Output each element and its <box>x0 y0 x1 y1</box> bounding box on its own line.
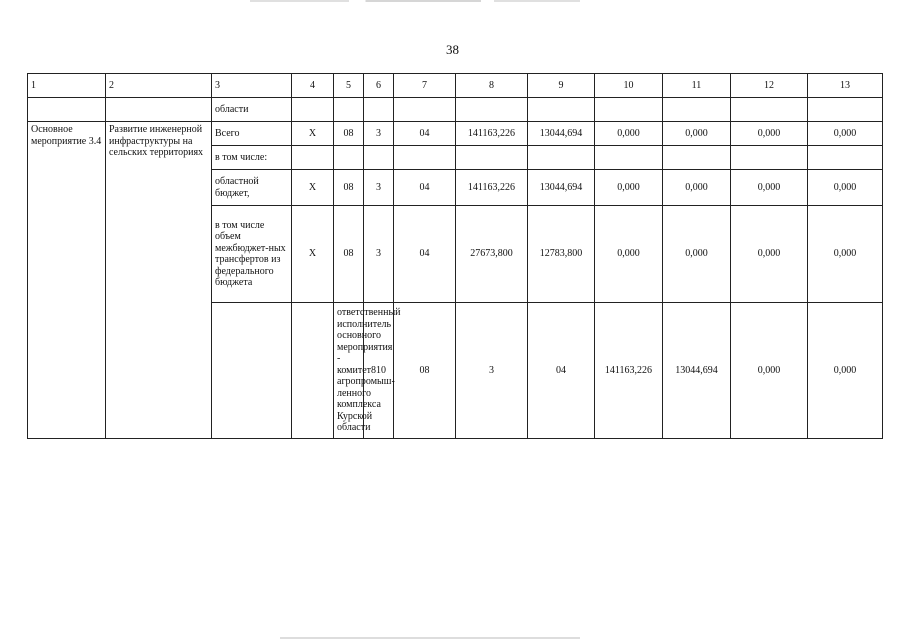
table-cell <box>456 146 528 170</box>
header-cell: 9 <box>528 74 595 98</box>
table-cell <box>292 98 334 122</box>
table-cell <box>595 146 663 170</box>
table-cell: 0,000 <box>595 170 663 206</box>
table-header-row <box>28 74 883 98</box>
table-cell: 0,000 <box>731 122 808 146</box>
table-row <box>28 98 883 122</box>
table-cell: 08 <box>334 122 364 146</box>
measure-description: Развитие инженерной инфраструктуры на сельских территориях <box>106 122 212 439</box>
table-cell: 0,000 <box>731 206 808 303</box>
table-cell: 08 <box>334 170 364 206</box>
table-cell: 0,000 <box>808 122 883 146</box>
header-cell: 13 <box>808 74 883 98</box>
table-cell: 0,000 <box>663 170 731 206</box>
table-cell: 13044,694 <box>663 303 731 439</box>
table-cell: 0,000 <box>595 206 663 303</box>
table-cell: Х <box>292 206 334 303</box>
table-cell: 04 <box>394 122 456 146</box>
table-cell: 3 <box>364 206 394 303</box>
table-cell <box>394 98 456 122</box>
table-cell <box>334 146 364 170</box>
header-cell: 4 <box>292 74 334 98</box>
table-cell: 08 <box>394 303 456 439</box>
header-cell: 10 <box>595 74 663 98</box>
table-cell: 0,000 <box>663 122 731 146</box>
table-cell: 08 <box>334 206 364 303</box>
table-cell: 3 <box>456 303 528 439</box>
row-label: в том числе: <box>212 146 292 170</box>
table-cell <box>334 98 364 122</box>
header-cell: 8 <box>456 74 528 98</box>
table-cell: 141163,226 <box>456 170 528 206</box>
header-cell: 11 <box>663 74 731 98</box>
table-cell: 3 <box>364 170 394 206</box>
table-row <box>28 122 883 146</box>
table-cell <box>364 146 394 170</box>
header-cell: 6 <box>364 74 394 98</box>
table-cell: 0,000 <box>731 303 808 439</box>
table-cell <box>364 98 394 122</box>
table-cell <box>106 98 212 122</box>
table-cell <box>292 146 334 170</box>
row-label: Всего <box>212 122 292 146</box>
row-label: в том числе объем межбюджет-ных трансфертов из федерального бюджета <box>212 206 292 303</box>
table-cell: 04 <box>394 206 456 303</box>
table-cell: 0,000 <box>595 122 663 146</box>
header-cell: 5 <box>334 74 364 98</box>
table-cell: 12783,800 <box>528 206 595 303</box>
table-cell <box>394 146 456 170</box>
table-cell: 13044,694 <box>528 170 595 206</box>
table-cell: 04 <box>394 170 456 206</box>
row-label: областной бюджет, <box>212 170 292 206</box>
scan-top-edge <box>250 0 580 2</box>
table-cell: 0,000 <box>808 170 883 206</box>
table-cell: 0,000 <box>808 303 883 439</box>
table-cell <box>808 98 883 122</box>
table-cell: 141163,226 <box>595 303 663 439</box>
table-cell <box>663 98 731 122</box>
table-cell <box>212 303 292 439</box>
row-label: ответственный исполнитель основного мероприятия - комитет агропромыш-ленного комплекса Курской области <box>334 303 364 439</box>
table-cell <box>28 98 106 122</box>
table-cell: 27673,800 <box>456 206 528 303</box>
table-cell: 0,000 <box>731 170 808 206</box>
table-cell: 3 <box>364 122 394 146</box>
table-cell: 810 <box>364 303 394 439</box>
budget-table <box>27 73 883 439</box>
table-cell <box>595 98 663 122</box>
table-cell: Х <box>292 122 334 146</box>
table-cell <box>808 146 883 170</box>
header-cell: 2 <box>106 74 212 98</box>
table-cell <box>456 98 528 122</box>
header-cell: 7 <box>394 74 456 98</box>
header-cell: 3 <box>212 74 292 98</box>
table-cell <box>663 146 731 170</box>
table-cell: Х <box>292 170 334 206</box>
header-cell: 1 <box>28 74 106 98</box>
measure-name: Основное мероприятие 3.4 <box>28 122 106 439</box>
table-cell: области <box>212 98 292 122</box>
header-cell: 12 <box>731 74 808 98</box>
table-cell <box>292 303 334 439</box>
table-cell: 0,000 <box>663 206 731 303</box>
page-number: 38 <box>446 42 459 57</box>
table-cell <box>528 146 595 170</box>
scan-bottom-edge <box>280 637 580 639</box>
table-cell: 04 <box>528 303 595 439</box>
table-cell: 0,000 <box>808 206 883 303</box>
table-cell: 141163,226 <box>456 122 528 146</box>
table-cell <box>528 98 595 122</box>
table-cell: 13044,694 <box>528 122 595 146</box>
table-cell <box>731 98 808 122</box>
table-cell <box>731 146 808 170</box>
